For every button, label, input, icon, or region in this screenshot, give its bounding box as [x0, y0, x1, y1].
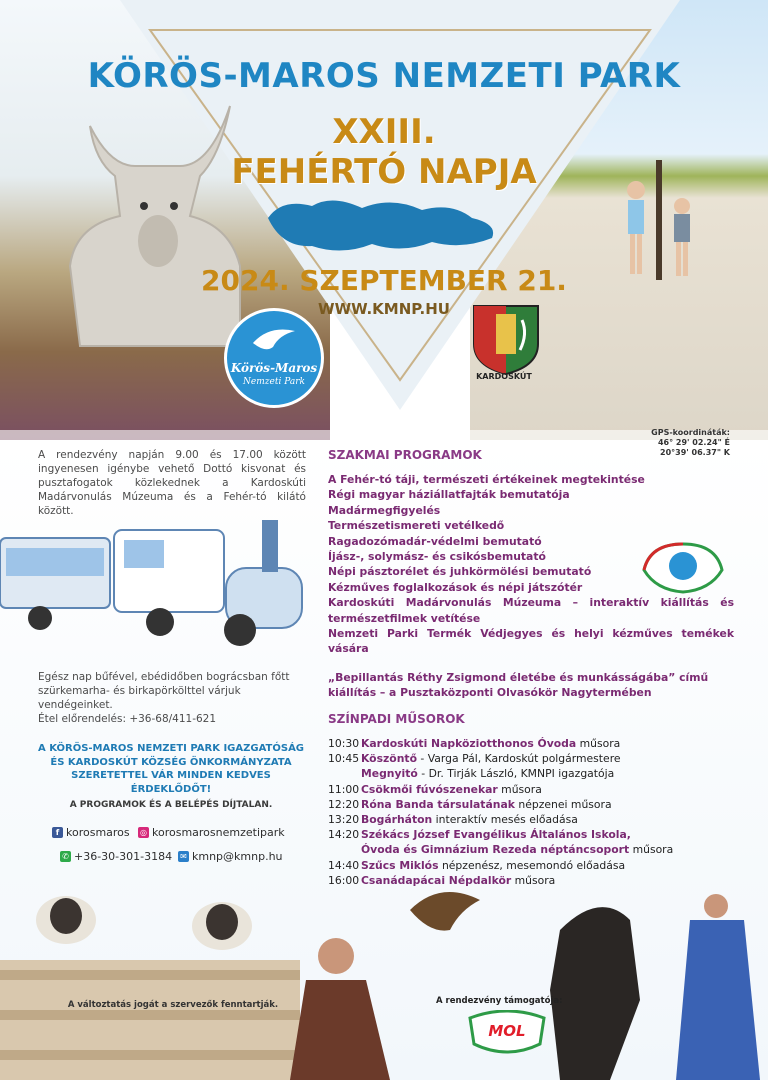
sponsor-name: MOL [488, 1022, 526, 1040]
schedule-detail: népzenész, mesemondó előadása [438, 858, 626, 872]
schedule-time: 11:00 [328, 782, 360, 796]
instagram-contact[interactable] [138, 826, 285, 839]
program-item: Íjász-, solymász- és csikósbemutató [328, 550, 546, 564]
schedule-row [328, 812, 728, 827]
phone-icon: ✆ [60, 851, 71, 862]
invitation-line-1: A KÖRÖS-MAROS NEMZETI PARK IGAZGATÓSÁG [37, 743, 305, 754]
instagram-handle: korosmarosnemzetipark [152, 826, 285, 839]
schedule-detail: - Dr. Tirják László, KMNPI igazgatója [417, 767, 615, 781]
schedule-row [328, 842, 728, 857]
gps-latitude: 46° 29' 02.24" É [657, 438, 730, 447]
schedule-row [328, 797, 728, 812]
schedule-detail: műsora [629, 843, 674, 857]
phone-contact[interactable] [60, 850, 172, 863]
email-contact[interactable] [178, 850, 283, 863]
park-title: KÖRÖS-MAROS NEMZETI PARK [87, 56, 681, 96]
invitation [30, 742, 312, 796]
schedule-detail: műsora [497, 782, 542, 796]
national-park-product-logo [640, 540, 726, 604]
schedule-performer: Szűcs Miklós [361, 858, 439, 872]
schedule-row [328, 782, 728, 797]
programs-heading: SZAKMAI PROGRAMOK [328, 448, 482, 462]
program-item: Régi magyar háziállatfajták bemutatója [328, 488, 570, 502]
bottom-photo-strip [0, 870, 768, 1080]
schedule-time: 12:20 [328, 797, 360, 811]
lake-shape-icon [262, 188, 502, 260]
food-info [38, 670, 304, 726]
bird-logo-icon [249, 323, 299, 357]
schedule-performer: Kardoskúti Napköziotthonos Óvoda [361, 737, 577, 750]
stage-schedule [328, 736, 728, 888]
facebook-contact[interactable] [52, 826, 130, 839]
program-item: Nemzeti Parki Termék Védjegyes és helyi kézműves temékek vására [328, 627, 734, 656]
program-item: Népi pásztorélet és juhkörmölési bemutató [328, 565, 592, 579]
schedule-detail: - Varga Pál, Kardoskút polgármestere [417, 752, 621, 766]
kmnp-logo-line1: Körös-Maros [230, 361, 318, 375]
email-address: kmnp@kmnp.hu [192, 850, 283, 863]
phone-number: +36-30-301-3184 [74, 850, 173, 863]
schedule-detail: interaktív mesés előadása [432, 813, 578, 827]
food-order: Étel előrendelés: +36-68/411-621 [38, 713, 217, 725]
program-item: Madármegfigyelés [328, 503, 441, 517]
schedule-detail: műsora [576, 737, 621, 750]
free-entry: A PROGRAMOK ÉS A BELÉPÉS DÍJTALAN. [69, 800, 273, 810]
disclaimer: A változtatás jogát a szervezők fenntartják. [67, 1000, 279, 1010]
website-link[interactable]: WWW.KMNP.HU [318, 300, 450, 318]
event-title: FEHÉRTÓ NAPJA [231, 152, 537, 192]
schedule-time: 16:00 [328, 873, 360, 887]
schedule-performer: Csökmői fúvószenekar [361, 782, 498, 796]
program-item: Kardoskúti Madárvonulás Múzeuma – interaktív kiállítás és természetfilmek vetítése [328, 596, 734, 625]
schedule-performer: Székács József Evangélikus Általános Iskola, [361, 828, 631, 842]
product-mark-icon [640, 540, 726, 600]
crest-label: KARDOSKÚT [476, 372, 532, 381]
invitation-line-2: ÉS KARDOSKÚT KÖZSÉG ÖNKORMÁNYZATA [50, 756, 292, 768]
schedule-performer: Megnyitó [361, 767, 418, 781]
schedule-detail: népzenei műsora [514, 797, 612, 811]
train-info: A rendezvény napján 9.00 és 17.00 között ingyenesen igénybe vehető Dottó kisvonat és pusztafogatok közlekednek a Kardoskúti Madárvonulás Múzeuma és a Fehér-tó kilátó között. [38, 449, 306, 517]
program-item: Kézműves foglalkozások és népi játszótér [328, 580, 583, 594]
schedule-performer: Köszöntő [361, 752, 417, 766]
kmnp-logo [224, 308, 324, 408]
schedule-performer: Róna Banda társulatának [361, 797, 515, 811]
schedule-time: 10:30 [328, 737, 360, 750]
food-info-text: Egész nap bűfével, ebédidőben bográcsban főtt szürkemarha- és birkapörkölttel várjuk vendégeinket. [38, 671, 290, 711]
schedule-time: 14:40 [328, 858, 360, 872]
kmnp-logo-line2: Nemzeti Park [243, 377, 305, 387]
email-icon: ✉ [178, 851, 189, 862]
facebook-handle: korosmaros [66, 826, 130, 839]
program-item: Természetismereti vetélkedő [328, 519, 505, 533]
schedule-row [328, 751, 728, 766]
stage-heading: SZÍNPADI MŰSOROK [328, 712, 465, 726]
schedule-performer: Bogárháton [361, 813, 433, 827]
schedule-row [328, 827, 728, 842]
schedule-detail: műsora [511, 873, 556, 887]
program-item: A Fehér-tó táji, természeti értékeinek megtekintése [328, 473, 645, 486]
schedule-performer: Csanádapácai Népdalkör [361, 873, 512, 887]
schedule-time [328, 842, 361, 857]
invitation-line-3: SZERETETTEL VÁR MINDEN KEDVES ÉRDEKLŐDŐT! [71, 770, 271, 795]
schedule-time: 10:45 [328, 752, 360, 766]
schedule-time [328, 766, 361, 781]
sponsor-label: A rendezvény támogatója: [436, 996, 563, 1006]
schedule-row [328, 766, 728, 781]
schedule-row [328, 736, 728, 751]
edition-number: XXIII. [332, 112, 436, 152]
kardoskut-crest-icon [466, 304, 546, 376]
instagram-icon: ◎ [138, 827, 149, 838]
exhibition-info: „Bepillantás Réthy Zsigmond életébe és munkásságába” című kiállítás – a Pusztaközponti Olvasókör Nagytermében [328, 671, 709, 699]
facebook-icon: f [52, 827, 63, 838]
program-item: Ragadozómadár-védelmi bemutató [328, 534, 542, 548]
schedule-performer: Óvoda és Gimnázium Rezeda néptáncsoport [361, 843, 630, 857]
gps-longitude: 20°39' 06.37" K [660, 448, 730, 457]
gps-coordinates [612, 428, 730, 458]
schedule-time: 13:20 [328, 813, 360, 827]
event-date: 2024. SZEPTEMBER 21. [201, 264, 567, 297]
dotto-train-illustration [0, 518, 312, 648]
gps-label: GPS-koordináták: [651, 428, 730, 437]
schedule-time: 14:20 [328, 828, 360, 842]
